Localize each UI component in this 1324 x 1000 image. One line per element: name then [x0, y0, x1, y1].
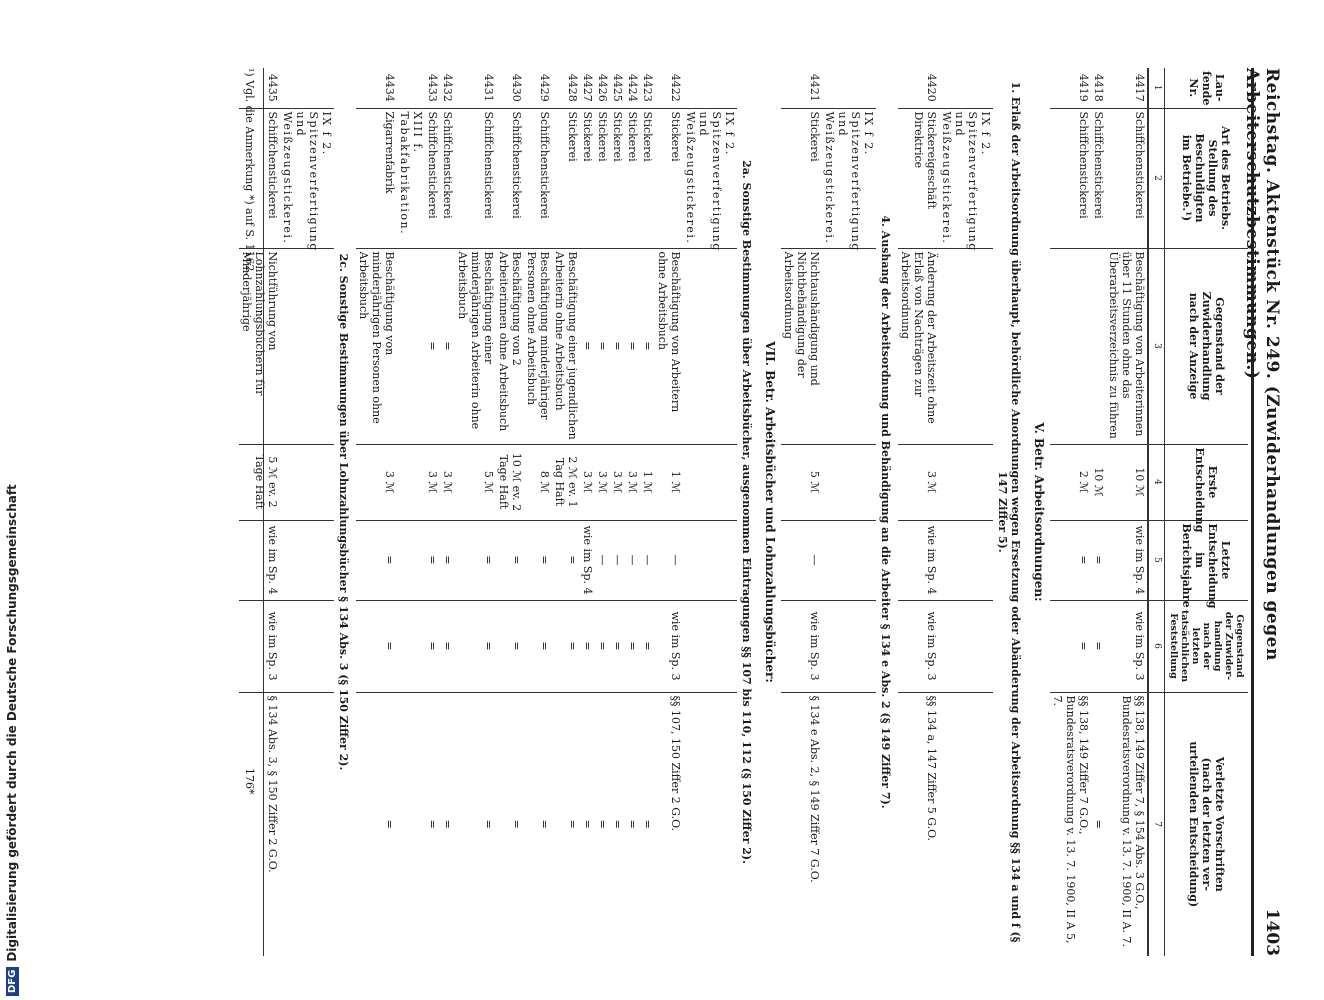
- table-row: [496, 68, 524, 956]
- cell-nr: 4425: [611, 73, 624, 102]
- cell-erste: 8 ℳ: [524, 444, 552, 520]
- page-number: 1403: [1262, 908, 1282, 956]
- cell-art: Stickerei: [595, 108, 610, 248]
- cell-nr: 4433: [426, 73, 439, 102]
- cell-vorschriften: =: [625, 692, 640, 956]
- cell-nr: 4428: [566, 73, 579, 102]
- cell-feststellung: =: [455, 600, 496, 692]
- col-num: 3: [1148, 248, 1165, 444]
- section-v-sub1: 1. Erlaß der Arbeitsordnung überhaupt, behördliche Anordnungen wegen Ersetzung oder Abänderung der Arbeitsordnung §§ 134 a und f (§ 147 Ziffer 5).: [996, 81, 1022, 943]
- cell-gegenstand: Nichtaushändigung und Nichtbehändigung der Arbeitsordnung: [781, 248, 822, 444]
- subsection-heading-row: [334, 68, 356, 956]
- cell-feststellung: =: [425, 600, 440, 692]
- table-row: [1106, 68, 1148, 956]
- industry-group-label: XIII f. Tabakfabrikation.: [397, 108, 425, 248]
- cell-art: Stickerei: [552, 108, 580, 248]
- cell-gegenstand: Nichtführung von Lohnzahlungsbüchern für Minderjährige: [239, 248, 280, 444]
- group-row: [397, 68, 425, 956]
- section-v-sub4: 4. Aushang der Arbeitsordnung und Behändigung an die Arbeiter § 134 e Abs. 2 (§ 149 Ziffer 7).: [879, 215, 892, 809]
- cell-letzte: =: [455, 520, 496, 600]
- dfg-logo: DFG: [6, 967, 19, 996]
- cell-letzte: —: [625, 520, 640, 600]
- cell-gegenstand: =: [625, 248, 640, 444]
- cell-nr: 4432: [441, 73, 454, 102]
- cell-vorschriften: =: [580, 692, 595, 956]
- cell-vorschriften: =: [524, 692, 552, 956]
- cell-gegenstand: Änderung der Arbeitszeit ohne Erlaß von Nachträgen zur Arbeitsordnung: [898, 248, 939, 444]
- cell-art: Stickerei: [610, 108, 625, 248]
- header-rule: [1251, 68, 1254, 956]
- cell-feststellung: wie im Sp. 3: [781, 600, 822, 692]
- section-v-title: V. Betr. Arbeitsordnungen:: [1032, 422, 1046, 602]
- cell-nr: 4427: [581, 73, 594, 102]
- cell-vorschriften: § 134 Abs. 3, § 150 Ziffer 2 G.O.: [239, 692, 280, 956]
- section-vii-rows: [425, 68, 683, 956]
- table-row: [552, 68, 580, 956]
- cell-art: Schiffchenstickerei: [524, 108, 552, 248]
- table-row: [640, 68, 655, 956]
- subsection-heading-row: [737, 68, 759, 956]
- col-num: 5: [1148, 520, 1165, 600]
- group-row: [939, 68, 993, 956]
- col-num: 4: [1148, 444, 1165, 520]
- cell-vorschriften: § 134 e Abs. 2, § 149 Ziffer 7 G.O.: [781, 692, 822, 956]
- cell-feststellung: =: [640, 600, 655, 692]
- cell-nr: 4420: [925, 73, 938, 102]
- cell-art: Schiffchenstickerei: [440, 108, 455, 248]
- cell-vorschriften: =: [595, 692, 610, 956]
- col-num: 2: [1148, 108, 1165, 248]
- cell-letzte: =: [552, 520, 580, 600]
- cell-vorschriften: =: [610, 692, 625, 956]
- cell-nr: 4434: [383, 73, 396, 102]
- cell-vorschriften: §§ 107, 150 Ziffer 2 G.O.: [655, 692, 683, 956]
- cell-feststellung: =: [1050, 600, 1091, 692]
- cell-feststellung: =: [610, 600, 625, 692]
- table-row: [610, 68, 625, 956]
- cell-gegenstand: =: [580, 248, 595, 444]
- col-num: 7: [1148, 692, 1165, 956]
- cell-erste: 5 ℳ: [781, 444, 822, 520]
- section-vii-sub2a: 2a. Sonstige Bestimmungen über Arbeitsbücher, ausgenommen Eintragungen §§ 107 bis 110, 112 (§ 150 Ziffer 2).: [740, 160, 753, 864]
- subsection-heading-row: [876, 68, 898, 956]
- cell-nr: 4422: [669, 73, 682, 102]
- cell-letzte: =: [440, 520, 455, 600]
- table-row: [1050, 68, 1091, 956]
- cell-feststellung: wie im Sp. 3: [898, 600, 939, 692]
- cell-letzte: wie im Sp. 4: [580, 520, 595, 600]
- cell-art: Stickerei: [655, 108, 683, 248]
- cell-art: Schiffchenstickerei: [455, 108, 496, 248]
- cell-nr: 4417: [1133, 73, 1146, 102]
- cell-letzte: =: [496, 520, 524, 600]
- cell-erste: 3 ℳ: [356, 444, 397, 520]
- cell-nr: 4419: [1077, 73, 1090, 102]
- cell-erste: 1 ℳ: [655, 444, 683, 520]
- col-header-vorschriften: Verletzte Vorschriften (nach der letzten ver- urteilenden Entscheidung): [1165, 692, 1249, 956]
- col-header-gegenstand: Gegenstand der Zuwiderhandlung nach der Anzeige: [1165, 248, 1249, 444]
- cell-feststellung: =: [496, 600, 524, 692]
- cell-letzte: —: [595, 520, 610, 600]
- cell-vorschriften: §§ 138, 149 Ziffer 7 G.O., Bundesratsverordnung v. 13. 7. 1900, II A 5, 7.: [1050, 692, 1091, 956]
- cell-gegenstand: =: [595, 248, 610, 444]
- cell-letzte: —: [610, 520, 625, 600]
- section-vii-sub2c: 2c. Sonstige Bestimmungen über Lohnzahlungsbücher § 134 Abs. 3 (§ 150 Ziffer 2).: [337, 253, 350, 771]
- cell-nr: 4423: [641, 73, 654, 102]
- cell-vorschriften: §§ 134 a, 147 Ziffer 5 G.O.: [898, 692, 939, 956]
- footnote-rule: [263, 68, 264, 956]
- cell-erste: 10 ℳ ev. 2 Tage Haft: [496, 444, 524, 520]
- cell-erste: 5 ℳ: [455, 444, 496, 520]
- cell-art: Stickerei: [625, 108, 640, 248]
- cell-gegenstand: [1050, 248, 1091, 444]
- cell-vorschriften: =: [425, 692, 440, 956]
- industry-group-label: IX f 2. Spitzenverfertigung und Weißzeugstickerei.: [280, 108, 334, 248]
- violations-table: [239, 68, 1248, 956]
- cell-vorschriften: =: [640, 692, 655, 956]
- section-vii-title: VII. Betr. Arbeitsbücher und Lohnzahlungsbücher:: [763, 341, 777, 683]
- cell-nr: 4435: [266, 73, 279, 102]
- cell-erste: 10 ℳ: [1106, 444, 1148, 520]
- cell-nr: 4418: [1092, 73, 1105, 102]
- cell-erste: 3 ℳ: [580, 444, 595, 520]
- subsection-heading-row: [993, 68, 1028, 956]
- header-row: [1165, 68, 1249, 956]
- table-row: [580, 68, 595, 956]
- signature-mark: 176*: [243, 768, 256, 795]
- table-row: [625, 68, 640, 956]
- cell-erste: 3 ℳ: [610, 444, 625, 520]
- cell-erste: 2 ℳ: [1050, 444, 1091, 520]
- cell-erste: 3 ℳ: [440, 444, 455, 520]
- cell-gegenstand: Beschäftigung einer minderjährigen Arbeiterin ohne Arbeitsbuch: [455, 248, 496, 444]
- col-header-feststellung: Gegenstand der Zuwider- handlung nach der letzten tatsächlichen Feststellung: [1165, 600, 1249, 692]
- cell-gegenstand: =: [440, 248, 455, 444]
- cell-art: Stickerei: [781, 108, 822, 248]
- column-number-row: [1148, 68, 1165, 956]
- cell-letzte: —: [655, 520, 683, 600]
- cell-letzte: =: [425, 520, 440, 600]
- col-header-art: Art des Betriebs. Stellung des Beschuldigten im Betriebe.¹): [1165, 108, 1249, 248]
- section-heading-row: [1028, 68, 1050, 956]
- cell-vorschriften: =: [440, 692, 455, 956]
- cell-vorschriften: §§ 138, 149 Ziffer 7, § 154 Abs. 3 G.O., Bundesratsverordnung v. 13. 7. 1900, II A. 7.: [1106, 692, 1148, 956]
- cell-erste: 3 ℳ: [425, 444, 440, 520]
- cell-art: Schiffchenstickerei: [239, 108, 280, 248]
- footnote: ¹) Vgl. die Anmerkung *) auf S. 1162.: [243, 68, 256, 275]
- cell-gegenstand: =: [610, 248, 625, 444]
- cell-nr: 4430: [510, 73, 523, 102]
- cell-vorschriften: =: [552, 692, 580, 956]
- cell-nr: 4424: [626, 73, 639, 102]
- cell-erste: 10 ℳ: [1091, 444, 1106, 520]
- cell-nr: 4431: [482, 73, 495, 102]
- cell-letzte: —: [781, 520, 822, 600]
- cell-feststellung: wie im Sp. 3: [655, 600, 683, 692]
- digitization-credit-text: Digitalisierung gefördert durch die Deutsche Forschungsgemeinschaft: [5, 484, 19, 962]
- cell-feststellung: =: [552, 600, 580, 692]
- cell-erste: 5 ℳ ev. 2 Tage Haft: [239, 444, 280, 520]
- cell-gegenstand: Beschäftigung von Arbeitern ohne Arbeitsbuch: [655, 248, 683, 444]
- cell-feststellung: =: [1091, 600, 1106, 692]
- table-row: [655, 68, 683, 956]
- cell-erste: 1 ℳ: [640, 444, 655, 520]
- document-page: [104, 68, 1284, 956]
- table-row: [356, 68, 397, 956]
- cell-nr: 4421: [808, 73, 821, 102]
- table-row: [898, 68, 939, 956]
- cell-erste: 3 ℳ: [625, 444, 640, 520]
- cell-feststellung: =: [625, 600, 640, 692]
- cell-erste: 3 ℳ: [595, 444, 610, 520]
- cell-art: Stickerei: [640, 108, 655, 248]
- cell-gegenstand: Beschäftigung von Arbeiterinnen über 11 Stunden ohne das Überarbeitsverzeichnis zu führen: [1106, 248, 1148, 444]
- running-title: Reichstag. Aktenstück Nr. 249. (Zuwiderhandlungen gegen Arbeiterschutzbestimmungen.): [1242, 68, 1282, 661]
- col-num: 6: [1148, 600, 1165, 692]
- cell-art: Stickerei: [580, 108, 595, 248]
- cell-art: Schiffchenstickerei: [1106, 108, 1148, 248]
- cell-feststellung: =: [524, 600, 552, 692]
- col-num: 1: [1148, 68, 1165, 108]
- section-heading-row: [759, 68, 781, 956]
- cell-erste: 2 ℳ ev. 1 Tag Haft: [552, 444, 580, 520]
- industry-group-label: IX f 2. Spitzenverfertigung und Weißzeugstickerei.: [939, 108, 993, 248]
- industry-group-label: IX f 2. Spitzenverfertigung und Weißzeugstickerei.: [822, 108, 876, 248]
- cell-erste: 3 ℳ: [898, 444, 939, 520]
- cell-gegenstand: [1091, 248, 1106, 444]
- cell-letzte: =: [1050, 520, 1091, 600]
- cell-letzte: =: [356, 520, 397, 600]
- cell-vorschriften: =: [496, 692, 524, 956]
- table-row: [595, 68, 610, 956]
- cell-nr: 4429: [538, 73, 551, 102]
- cell-art: Schiffchenstickerei: [425, 108, 440, 248]
- cell-gegenstand: =: [640, 248, 655, 444]
- cell-vorschriften: =: [356, 692, 397, 956]
- table-row: [440, 68, 455, 956]
- group-row: [822, 68, 876, 956]
- col-header-letzte: Letzte Entscheidung im Berichtsjahre: [1165, 520, 1249, 600]
- cell-gegenstand: Beschäftigung einer jugendlichen Arbeiterin ohne Arbeitsbuch: [552, 248, 580, 444]
- page-header: [1242, 68, 1284, 956]
- digitization-credit: [2, 376, 22, 996]
- cell-letzte: wie im Sp. 4: [1106, 520, 1148, 600]
- table-row: [1091, 68, 1106, 956]
- cell-art: Zigarrenfabrik: [356, 108, 397, 248]
- cell-gegenstand: =: [425, 248, 440, 444]
- cell-vorschriften: =: [455, 692, 496, 956]
- cell-letzte: =: [1091, 520, 1106, 600]
- cell-gegenstand: Beschäftigung von 2 Arbeiterinnen ohne Arbeitsbuch: [496, 248, 524, 444]
- table-row: [455, 68, 496, 956]
- table-row: [781, 68, 822, 956]
- cell-art: Schiffchenstickerei: [496, 108, 524, 248]
- cell-art: Schiffchenstickerei: [1091, 108, 1106, 248]
- cell-feststellung: =: [356, 600, 397, 692]
- cell-letzte: =: [524, 520, 552, 600]
- cell-art: Stickereigeschäft Direktrice: [898, 108, 939, 248]
- cell-letzte: —: [640, 520, 655, 600]
- group-row: [683, 68, 737, 956]
- cell-feststellung: wie im Sp. 3: [1106, 600, 1148, 692]
- table-row: [425, 68, 440, 956]
- cell-gegenstand: Beschäftigung minderjähriger Personen ohne Arbeitsbuch: [524, 248, 552, 444]
- cell-feststellung: =: [595, 600, 610, 692]
- col-header-nr: Lau- fende Nr.: [1187, 71, 1226, 106]
- col-header-erste: Erste Entscheidung: [1165, 444, 1249, 520]
- cell-feststellung: =: [580, 600, 595, 692]
- cell-feststellung: wie im Sp. 3: [239, 600, 280, 692]
- cell-letzte: wie im Sp. 4: [898, 520, 939, 600]
- cell-nr: 4426: [596, 73, 609, 102]
- cell-feststellung: =: [440, 600, 455, 692]
- table-row: [524, 68, 552, 956]
- group-row: [280, 68, 334, 956]
- cell-letzte: wie im Sp. 4: [239, 520, 280, 600]
- cell-art: Schiffchenstickerei: [1050, 108, 1091, 248]
- cell-vorschriften: =: [1091, 692, 1106, 956]
- industry-group-label: IX f 2. Spitzenverfertigung und Weißzeugstickerei.: [683, 108, 737, 248]
- cell-gegenstand: Beschäftigung von minderjährigen Personen ohne Arbeitsbuch: [356, 248, 397, 444]
